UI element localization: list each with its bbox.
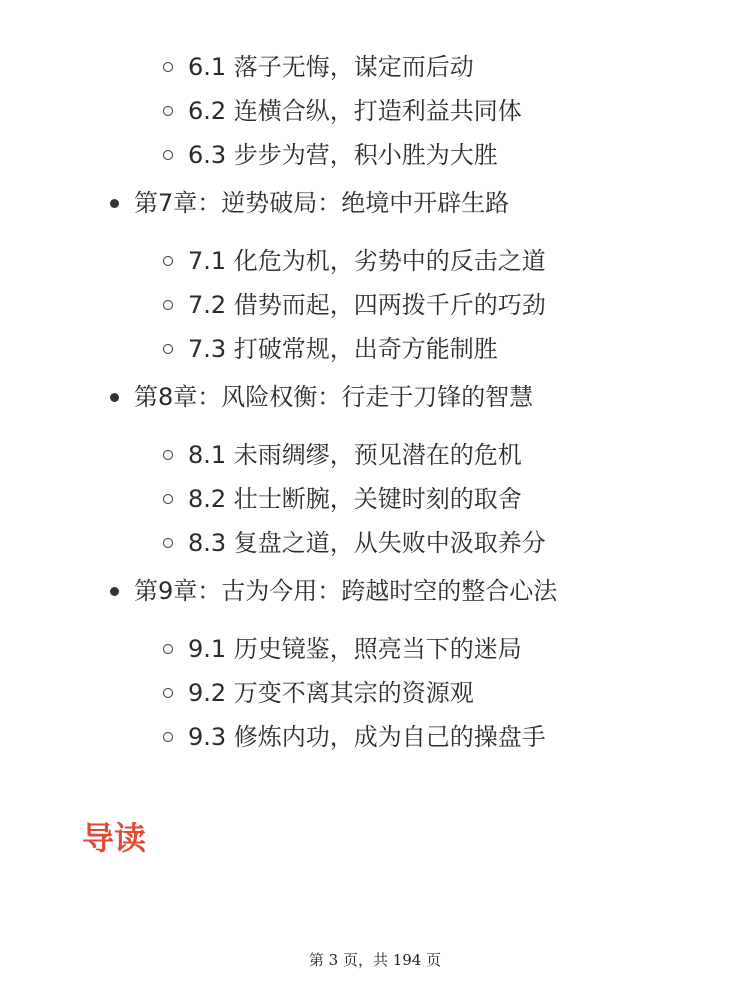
toc-chapter-item bbox=[0, 380, 750, 414]
table-of-contents bbox=[0, 50, 750, 764]
toc-chapter-item bbox=[0, 186, 750, 220]
toc-section-item bbox=[0, 676, 750, 710]
circle-bullet-icon bbox=[163, 256, 173, 266]
toc-section-item bbox=[0, 720, 750, 754]
toc-section-text: 7.2 借势而起，四两拨千斤的巧劲 bbox=[188, 291, 546, 319]
toc-chapter-text: 第9章：古为今用：跨越时空的整合心法 bbox=[134, 577, 558, 605]
toc-section-text: 8.3 复盘之道，从失败中汲取养分 bbox=[188, 529, 546, 557]
toc-chapter-text: 第7章：逆势破局：绝境中开辟生路 bbox=[134, 189, 510, 217]
disc-bullet-icon bbox=[110, 199, 119, 208]
circle-bullet-icon bbox=[163, 62, 173, 72]
toc-section-item bbox=[0, 244, 750, 278]
toc-section-item bbox=[0, 526, 750, 560]
toc-section-text: 7.1 化危为机，劣势中的反击之道 bbox=[188, 247, 546, 275]
toc-section-item bbox=[0, 332, 750, 366]
toc-section-item bbox=[0, 482, 750, 516]
toc-section-item bbox=[0, 632, 750, 666]
toc-section-text: 6.2 连横合纵，打造利益共同体 bbox=[188, 97, 522, 125]
toc-section-text: 9.1 历史镜鉴，照亮当下的迷局 bbox=[188, 635, 522, 663]
toc-section-item bbox=[0, 94, 750, 128]
toc-section-text: 8.2 壮士断腕，关键时刻的取舍 bbox=[188, 485, 522, 513]
disc-bullet-icon bbox=[110, 587, 119, 596]
circle-bullet-icon bbox=[163, 150, 173, 160]
toc-section-text: 6.3 步步为营，积小胜为大胜 bbox=[188, 141, 498, 169]
circle-bullet-icon bbox=[163, 300, 173, 310]
page-number-footer: 第 3 页，共 194 页 bbox=[308, 951, 442, 969]
toc-section-text: 6.1 落子无悔，谋定而后动 bbox=[188, 53, 474, 81]
circle-bullet-icon bbox=[163, 688, 173, 698]
circle-bullet-icon bbox=[163, 644, 173, 654]
toc-section-item bbox=[0, 438, 750, 472]
circle-bullet-icon bbox=[163, 494, 173, 504]
disc-bullet-icon bbox=[110, 393, 119, 402]
circle-bullet-icon bbox=[163, 106, 173, 116]
circle-bullet-icon bbox=[163, 538, 173, 548]
circle-bullet-icon bbox=[163, 344, 173, 354]
circle-bullet-icon bbox=[163, 732, 173, 742]
toc-section-text: 9.3 修炼内功，成为自己的操盘手 bbox=[188, 723, 546, 751]
toc-section-item bbox=[0, 50, 750, 84]
toc-chapter-item bbox=[0, 574, 750, 608]
toc-section-text: 7.3 打破常规，出奇方能制胜 bbox=[188, 335, 498, 363]
section-heading: 导读 bbox=[82, 819, 147, 857]
toc-chapter-text: 第8章：风险权衡：行走于刀锋的智慧 bbox=[134, 383, 534, 411]
circle-bullet-icon bbox=[163, 450, 173, 460]
toc-section-text: 9.2 万变不离其宗的资源观 bbox=[188, 679, 474, 707]
toc-section-text: 8.1 未雨绸缪，预见潜在的危机 bbox=[188, 441, 522, 469]
toc-section-item bbox=[0, 138, 750, 172]
toc-section-item bbox=[0, 288, 750, 322]
